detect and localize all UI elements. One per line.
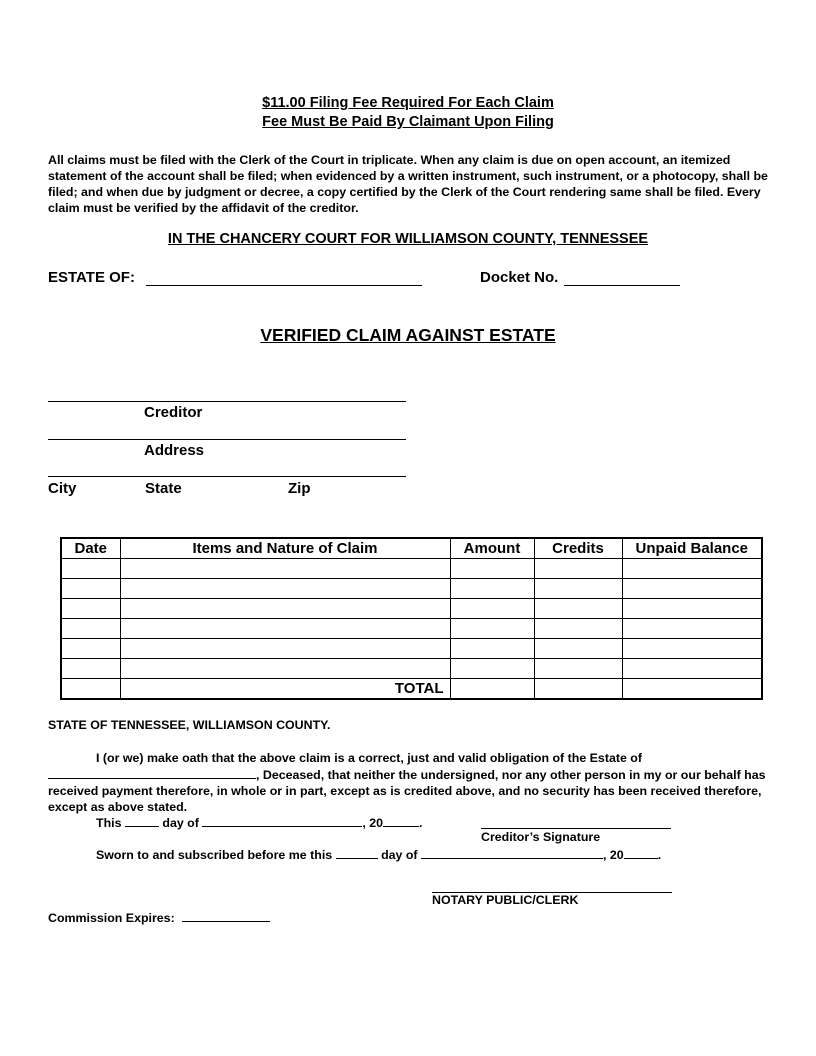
oath-continuation: , Deceased, that neither the undersigned, nor any other person in my or our behalf has received payment therefore, in whole or in part, except as is credited above, and no security has been received therefore, except as above stated. bbox=[48, 768, 766, 814]
venue-line: STATE OF TENNESSEE, WILLIAMSON COUNTY. bbox=[48, 718, 331, 732]
creditor-signature-label: Creditor’s Signature bbox=[481, 830, 601, 844]
column-header-unpaid-balance: Unpaid Balance bbox=[622, 538, 762, 559]
year-prefix: , 20 bbox=[362, 816, 384, 830]
court-heading: IN THE CHANCERY COURT FOR WILLIAMSON COUNTY, TENNESSEE bbox=[167, 231, 649, 247]
commission-label: Commission Expires: bbox=[48, 911, 175, 925]
table-row[interactable] bbox=[61, 659, 762, 679]
total-row[interactable] bbox=[61, 679, 762, 700]
oath-month-field[interactable] bbox=[202, 814, 362, 827]
table-row[interactable] bbox=[61, 559, 762, 579]
oath-paragraph bbox=[48, 750, 768, 815]
sworn-day-of-label: day of bbox=[381, 848, 418, 862]
docket-label: Docket No. bbox=[480, 269, 559, 286]
claims-table bbox=[60, 537, 763, 700]
address-label: Address bbox=[144, 442, 205, 459]
column-header-amount: Amount bbox=[450, 538, 534, 559]
sworn-line: Sworn to and subscribed before me this day of , 20 . bbox=[96, 848, 662, 862]
column-header-items: Items and Nature of Claim bbox=[120, 538, 450, 559]
creditor-address-field[interactable] bbox=[48, 439, 406, 440]
this-label: This bbox=[96, 816, 122, 830]
city-state-zip-field[interactable] bbox=[48, 476, 406, 477]
page-title: VERIFIED CLAIM AGAINST ESTATE bbox=[260, 325, 556, 345]
table-row[interactable] bbox=[61, 619, 762, 639]
table-row[interactable] bbox=[61, 599, 762, 619]
oath-year-field[interactable] bbox=[383, 814, 419, 827]
commission-expires-field[interactable] bbox=[182, 909, 270, 922]
estate-label: ESTATE OF: bbox=[48, 269, 135, 286]
sworn-year-prefix: , 20 bbox=[603, 848, 624, 862]
total-label: TOTAL bbox=[120, 679, 450, 700]
commission-line bbox=[48, 909, 270, 925]
filing-instructions: All claims must be filed with the Clerk of the Court in triplicate. When any claim is due on open account, an itemized statement of the account shall be filed; when evidenced by a written instrument, such instrument, or a photocopy, shall be filed; and when due by judgment or decree, a copy certified by the Clerk of the Court rendering same shall be filed. Every claim must be verified by the affidavit of the creditor. bbox=[48, 153, 768, 215]
zip-label: Zip bbox=[288, 480, 311, 497]
table-header-row bbox=[61, 538, 762, 559]
creditor-label: Creditor bbox=[144, 404, 203, 421]
state-label: State bbox=[145, 480, 182, 497]
oath-first-line: I (or we) make oath that the above claim is a correct, just and valid obligation of the Estate of bbox=[96, 751, 642, 765]
column-header-credits: Credits bbox=[534, 538, 622, 559]
sworn-month-field[interactable] bbox=[421, 846, 603, 859]
deceased-name-field[interactable] bbox=[48, 766, 256, 779]
notary-label: NOTARY PUBLIC/CLERK bbox=[432, 893, 579, 907]
filing-fee-notice: $11.00 Filing Fee Required For Each Claim bbox=[262, 95, 554, 111]
fee-payment-notice: Fee Must Be Paid By Claimant Upon Filing bbox=[262, 114, 554, 130]
day-of-label: day of bbox=[162, 816, 199, 830]
docket-number-field[interactable] bbox=[564, 285, 680, 286]
sworn-year-field[interactable] bbox=[624, 846, 658, 859]
sworn-label: Sworn to and subscribed before me this bbox=[96, 848, 333, 862]
creditor-signature-field[interactable] bbox=[481, 828, 671, 829]
sworn-day-field[interactable] bbox=[336, 846, 378, 859]
column-header-date: Date bbox=[61, 538, 120, 559]
table-row[interactable] bbox=[61, 579, 762, 599]
table-row[interactable] bbox=[61, 639, 762, 659]
oath-date-line: This day of , 20 . bbox=[96, 816, 423, 830]
city-label: City bbox=[48, 480, 77, 497]
creditor-name-field[interactable] bbox=[48, 401, 406, 402]
oath-day-field[interactable] bbox=[125, 814, 159, 827]
estate-name-field[interactable] bbox=[146, 285, 422, 286]
